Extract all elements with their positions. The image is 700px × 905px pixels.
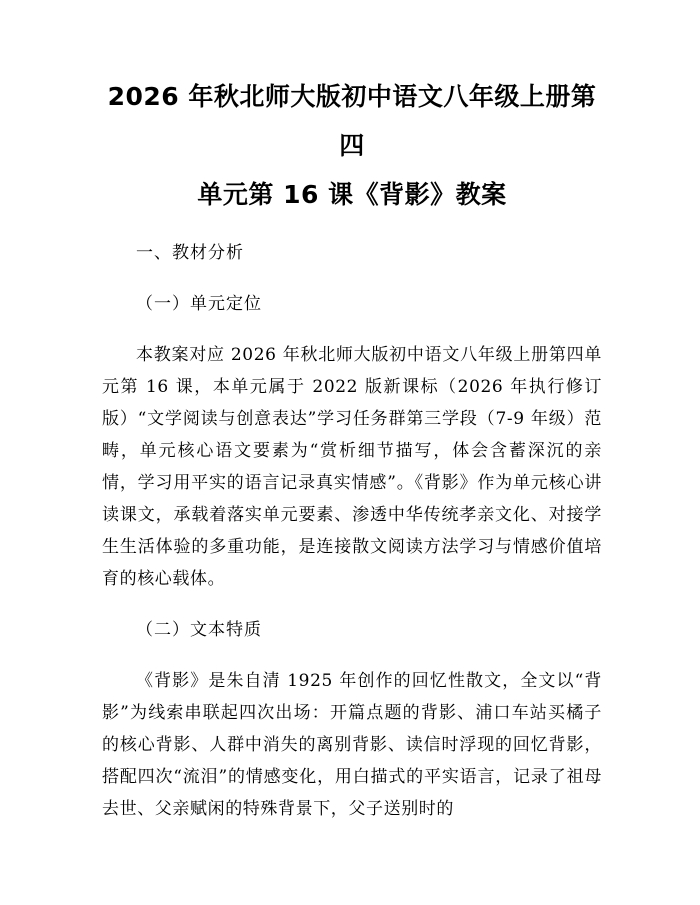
title-line-1: 2026 年秋北师大版初中语文八年级上册第四 [107, 82, 597, 160]
subsection-heading-unit-positioning: （一）单元定位 [136, 294, 262, 314]
paragraph-unit-positioning: 本教案对应 2026 年秋北师大版初中语文八年级上册第四单元第 16 课，本单元属于 2022 版新课标（2026 年执行修订版）“文学阅读与创意表达”学习任务群第三学段（7-9 年级）范畴，单元核心语文要素为“赏析细节描写，体会含蓄深沉的亲情，学习用平实的语言记录真实情感”。《背影》作为单元核心讲读课文，承载着落实单元要素、渗透中华传统孝亲文化、对接学生生活体验的多重功能，是连接散文阅读方法学习与情感价值培育的核心载体。 [102, 345, 602, 589]
title-line-2: 单元第 16 课《背影》教案 [197, 180, 507, 209]
document-title [102, 72, 602, 219]
paragraph-text-characteristics: 《背影》是朱自清 1925 年创作的回忆性散文，全文以“背影”为线索串联起四次出场：开篇点题的背影、浦口车站买橘子的核心背影、人群中消失的离别背影、读信时浮现的回忆背影，搭配四次“流泪”的情感变化，用白描式的平实语言，记录了祖母去世、父亲赋闲的特殊背景下，父子送别时的 [102, 671, 602, 819]
section-heading-textbook-analysis: 一、教材分析 [136, 243, 244, 263]
subsection-heading-text-characteristics: （二）文本特质 [136, 620, 262, 640]
